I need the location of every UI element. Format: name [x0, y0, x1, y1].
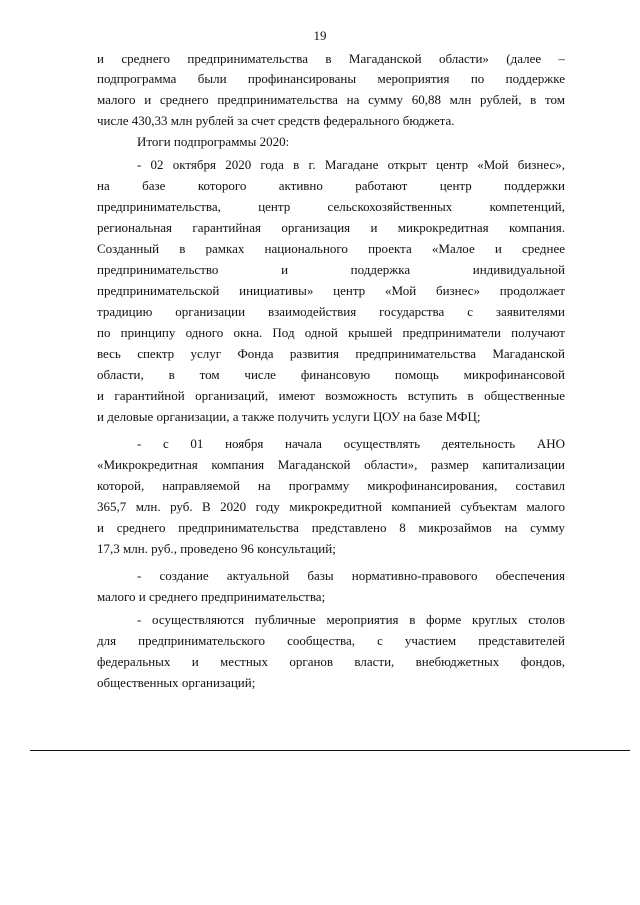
text-line: 365,7 млн. руб. В 2020 году микрокредитной компанией субъектам малого [97, 499, 565, 514]
text-line: предпринимательство и поддержка индивидуальной [97, 262, 565, 277]
text-line: и деловые организации, а также получить услуги ЦОУ на базе МФЦ; [97, 409, 481, 424]
text-line: для предпринимательского сообщества, с участием представителей [97, 633, 565, 648]
text-line: федеральных и местных органов власти, внебюджетных фондов, [97, 654, 565, 669]
text-line: «Микрокредитная компания Магаданской области», размер капитализации [97, 457, 565, 472]
text-line: предпринимательства, центр сельскохозяйственных компетенций, [97, 199, 565, 214]
text-line: весь спектр услуг Фонда развития предпринимательства Магаданской [97, 346, 565, 361]
text-line: и среднего предпринимательства представлено 8 микрозаймов на сумму [97, 520, 565, 535]
section-heading: Итоги подпрограммы 2020: [137, 134, 290, 149]
page-number: 19 [313, 28, 327, 43]
text-line: и среднего предпринимательства в Магаданской области» (далее – [97, 51, 565, 66]
text-line: 17,3 млн. руб., проведено 96 консультаций; [97, 541, 336, 556]
text-line: Созданный в рамках национального проекта «Малое и среднее [97, 241, 565, 256]
text-line: малого и среднего предпринимательства; [97, 589, 326, 604]
text-line: - 02 октября 2020 года в г. Магадане открыт центр «Мой бизнес», [137, 157, 565, 172]
footer-divider [30, 750, 630, 751]
text-line: подпрограмма были профинансированы мероприятия по поддержке [97, 71, 565, 86]
text-line: малого и среднего предпринимательства на сумму 60,88 млн рублей, в том [97, 92, 565, 107]
text-line: региональная гарантийная организация и микрокредитная компания. [97, 220, 565, 235]
text-line: области, в том числе финансовую помощь микрофинансовой [97, 367, 565, 382]
text-line: общественных организаций; [97, 675, 256, 690]
text-line: числе 430,33 млн рублей за счет средств федерального бюджета. [97, 113, 455, 128]
text-line: традицию организации взаимодействия государства с заявителями [97, 304, 565, 319]
text-line: - создание актуальной базы нормативно-правового обеспечения [137, 568, 565, 583]
text-line: - осуществляются публичные мероприятия в форме круглых столов [137, 612, 565, 627]
text-line: на базе которого активно работают центр поддержки [97, 178, 565, 193]
text-line: которой, направляемой на программу микрофинансирования, составил [97, 478, 565, 493]
text-line: и гарантийной организаций, имеют возможность вступить в общественные [97, 388, 565, 403]
text-line: по принципу одного окна. Под одной крышей предприниматели получают [97, 325, 565, 340]
text-line: предпринимательской инициативы» центр «Мой бизнес» продолжает [97, 283, 565, 298]
text-line: - с 01 ноября начала осуществлять деятельность АНО [137, 436, 565, 451]
